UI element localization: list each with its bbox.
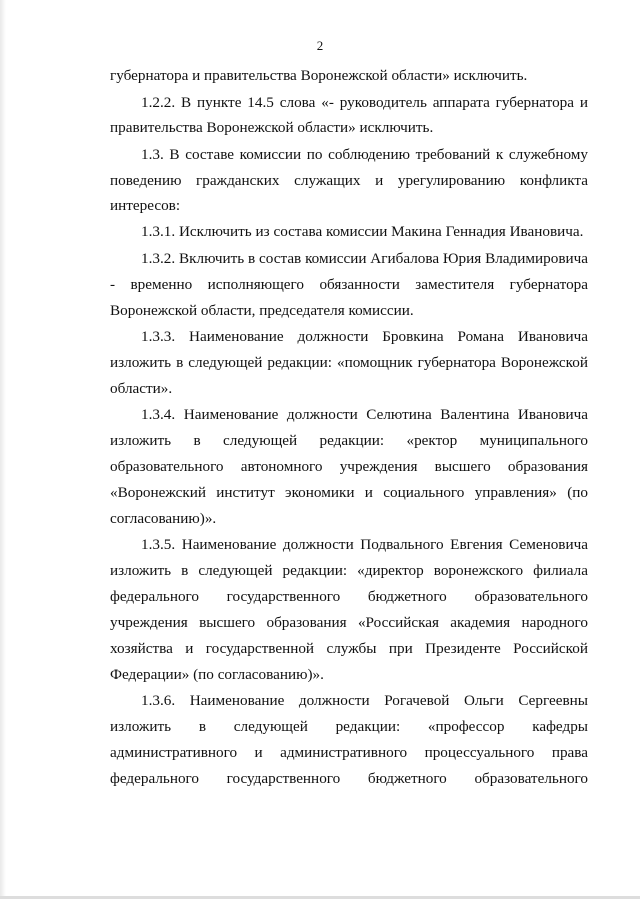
- text-line: 1.3.6. Наименование должности Рогачевой Ольги Сергеевны: [141, 692, 588, 709]
- scan-edge: [0, 0, 6, 899]
- text-line: 1.2.2. В пункте 14.5 слова «- руководитель аппарата губернатора и: [141, 94, 588, 111]
- text-line: 1.3.1. Исключить из состава комиссии Макина Геннадия Ивановича.: [141, 223, 584, 240]
- text-line: хозяйства и государственной службы при Президенте Российской: [110, 640, 588, 657]
- text-line: 1.3.4. Наименование должности Селютина Валентина Ивановича: [141, 406, 588, 423]
- text-line: Воронежской области, председателя комиссии.: [110, 302, 414, 319]
- text-line: губернатора и правительства Воронежской области» исключить.: [110, 67, 528, 84]
- text-line: изложить в следующей редакции: «ректор муниципального: [110, 432, 588, 449]
- text-line: учреждения высшего образования «Российская академия народного: [110, 614, 588, 631]
- text-line: изложить в следующей редакции: «директор воронежского филиала: [110, 562, 588, 579]
- text-line: правительства Воронежской области» исключить.: [110, 119, 434, 136]
- text-line: области».: [110, 380, 173, 397]
- text-line: 1.3. В составе комиссии по соблюдению требований к служебному: [141, 146, 588, 163]
- text-line: - временно исполняющего обязанности заместителя губернатора: [110, 276, 588, 293]
- text-line: федерального государственного бюджетного образовательного: [110, 770, 588, 787]
- text-line: 1.3.2. Включить в состав комиссии Агибалова Юрия Владимировича: [141, 250, 588, 267]
- text-line: 1.3.3. Наименование должности Бровкина Романа Ивановича: [141, 328, 588, 345]
- text-line: поведению гражданских служащих и урегулированию конфликта: [110, 172, 588, 189]
- text-line: изложить в следующей редакции: «профессор кафедры: [110, 718, 588, 735]
- text-line: интересов:: [110, 197, 181, 214]
- page-number: 2: [316, 38, 324, 53]
- text-line: административного и административного процессуального права: [110, 744, 588, 761]
- text-line: 1.3.5. Наименование должности Подвального Евгения Семеновича: [141, 536, 588, 553]
- text-line: Федерации» (по согласованию)».: [110, 666, 324, 683]
- text-line: согласованию)».: [110, 510, 217, 527]
- text-line: образовательного автономного учреждения высшего образования: [110, 458, 588, 475]
- text-line: федерального государственного бюджетного образовательного: [110, 588, 588, 605]
- text-line: «Воронежский институт экономики и социального управления» (по: [110, 484, 588, 501]
- text-line: изложить в следующей редакции: «помощник губернатора Воронежской: [110, 354, 588, 371]
